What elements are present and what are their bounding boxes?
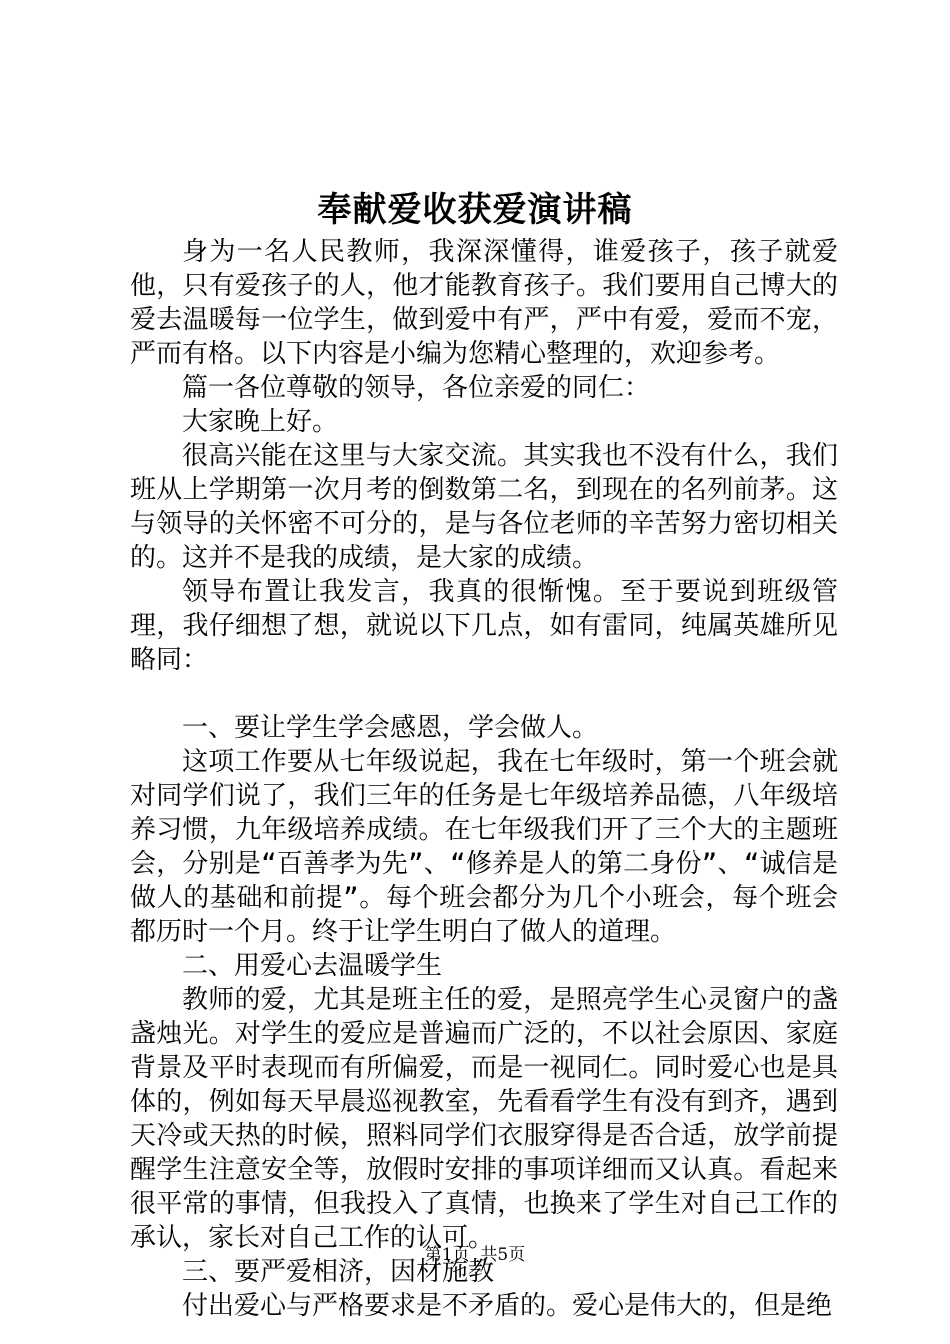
paragraph-section-3: 付出爱心与严格要求是不矛盾的。爱心是伟大的，但是绝 bbox=[182, 1291, 833, 1321]
section-heading-2: 二、用爱心去温暖学生 bbox=[182, 951, 443, 981]
paragraph-greeting: 大家晚上好。 bbox=[182, 407, 339, 437]
paragraph-section-1: 这项工作要从七年级说起，我在七年级时，第一个班会就对同学们说了，我们三年的任务是七年级培养品德，八年级培养习惯，九年级培养成绩。在七年级我们开了三个大的主题班会，分别是“百善孝为先”、“修养是人的第二身份”、“诚信是做人的基础和前提”。每个班会都分为几个小班会，每个班会都历时一个月。终于让学生明白了做人的道理。 bbox=[130, 747, 838, 947]
paragraph-intro: 身为一名人民教师，我深深懂得，谁爱孩子，孩子就爱他，只有爱孩子的人，他才能教育孩子。我们要用自己博大的爱去温暖每一位学生，做到爱中有严，严中有爱，爱而不宠，严而有格。以下内容是小编为您精心整理的，欢迎参考。 bbox=[130, 237, 838, 369]
section-heading-1: 一、要让学生学会感恩，学会做人。 bbox=[182, 713, 599, 743]
paragraph-spacer bbox=[130, 677, 838, 711]
paragraph-greeting-heading: 篇一各位尊敬的领导，各位亲爱的同仁： bbox=[182, 373, 651, 403]
page-title: 奉献爱收获爱演讲稿 bbox=[317, 190, 633, 230]
page-number: 第1页 共5页 bbox=[424, 1245, 526, 1265]
paragraph-thanks: 很高兴能在这里与大家交流。其实我也不没有什么，我们班从上学期第一次月考的倒数第二名，到现在的名列前茅。这与领导的关怀密不可分的，是与各位老师的辛苦努力密切相关的。这并不是我的成绩，是大家的成绩。 bbox=[130, 441, 838, 573]
document-body bbox=[130, 235, 838, 1323]
page-footer bbox=[0, 1244, 950, 1266]
section-heading-3: 三、要严爱相济，因材施教 bbox=[182, 1257, 495, 1287]
paragraph-section-2: 教师的爱，尤其是班主任的爱，是照亮学生心灵窗户的盏盏烛光。对学生的爱应是普遍而广泛的，不以社会原因、家庭背景及平时表现而有所偏爱，而是一视同仁。同时爱心也是具体的，例如每天早晨巡视教室，先看看学生有没有到齐，遇到天冷或天热的时候，照料同学们衣服穿得是否合适，放学前提醒学生注意安全等，放假时安排的事项详细而又认真。看起来很平常的事情，但我投入了真情，也换来了学生对自己工作的承认，家长对自己工作的认可。 bbox=[130, 985, 838, 1253]
paragraph-speech-intro: 领导布置让我发言，我真的很惭愧。至于要说到班级管理，我仔细想了想，就说以下几点，如有雷同，纯属英雄所见略同： bbox=[130, 577, 838, 675]
